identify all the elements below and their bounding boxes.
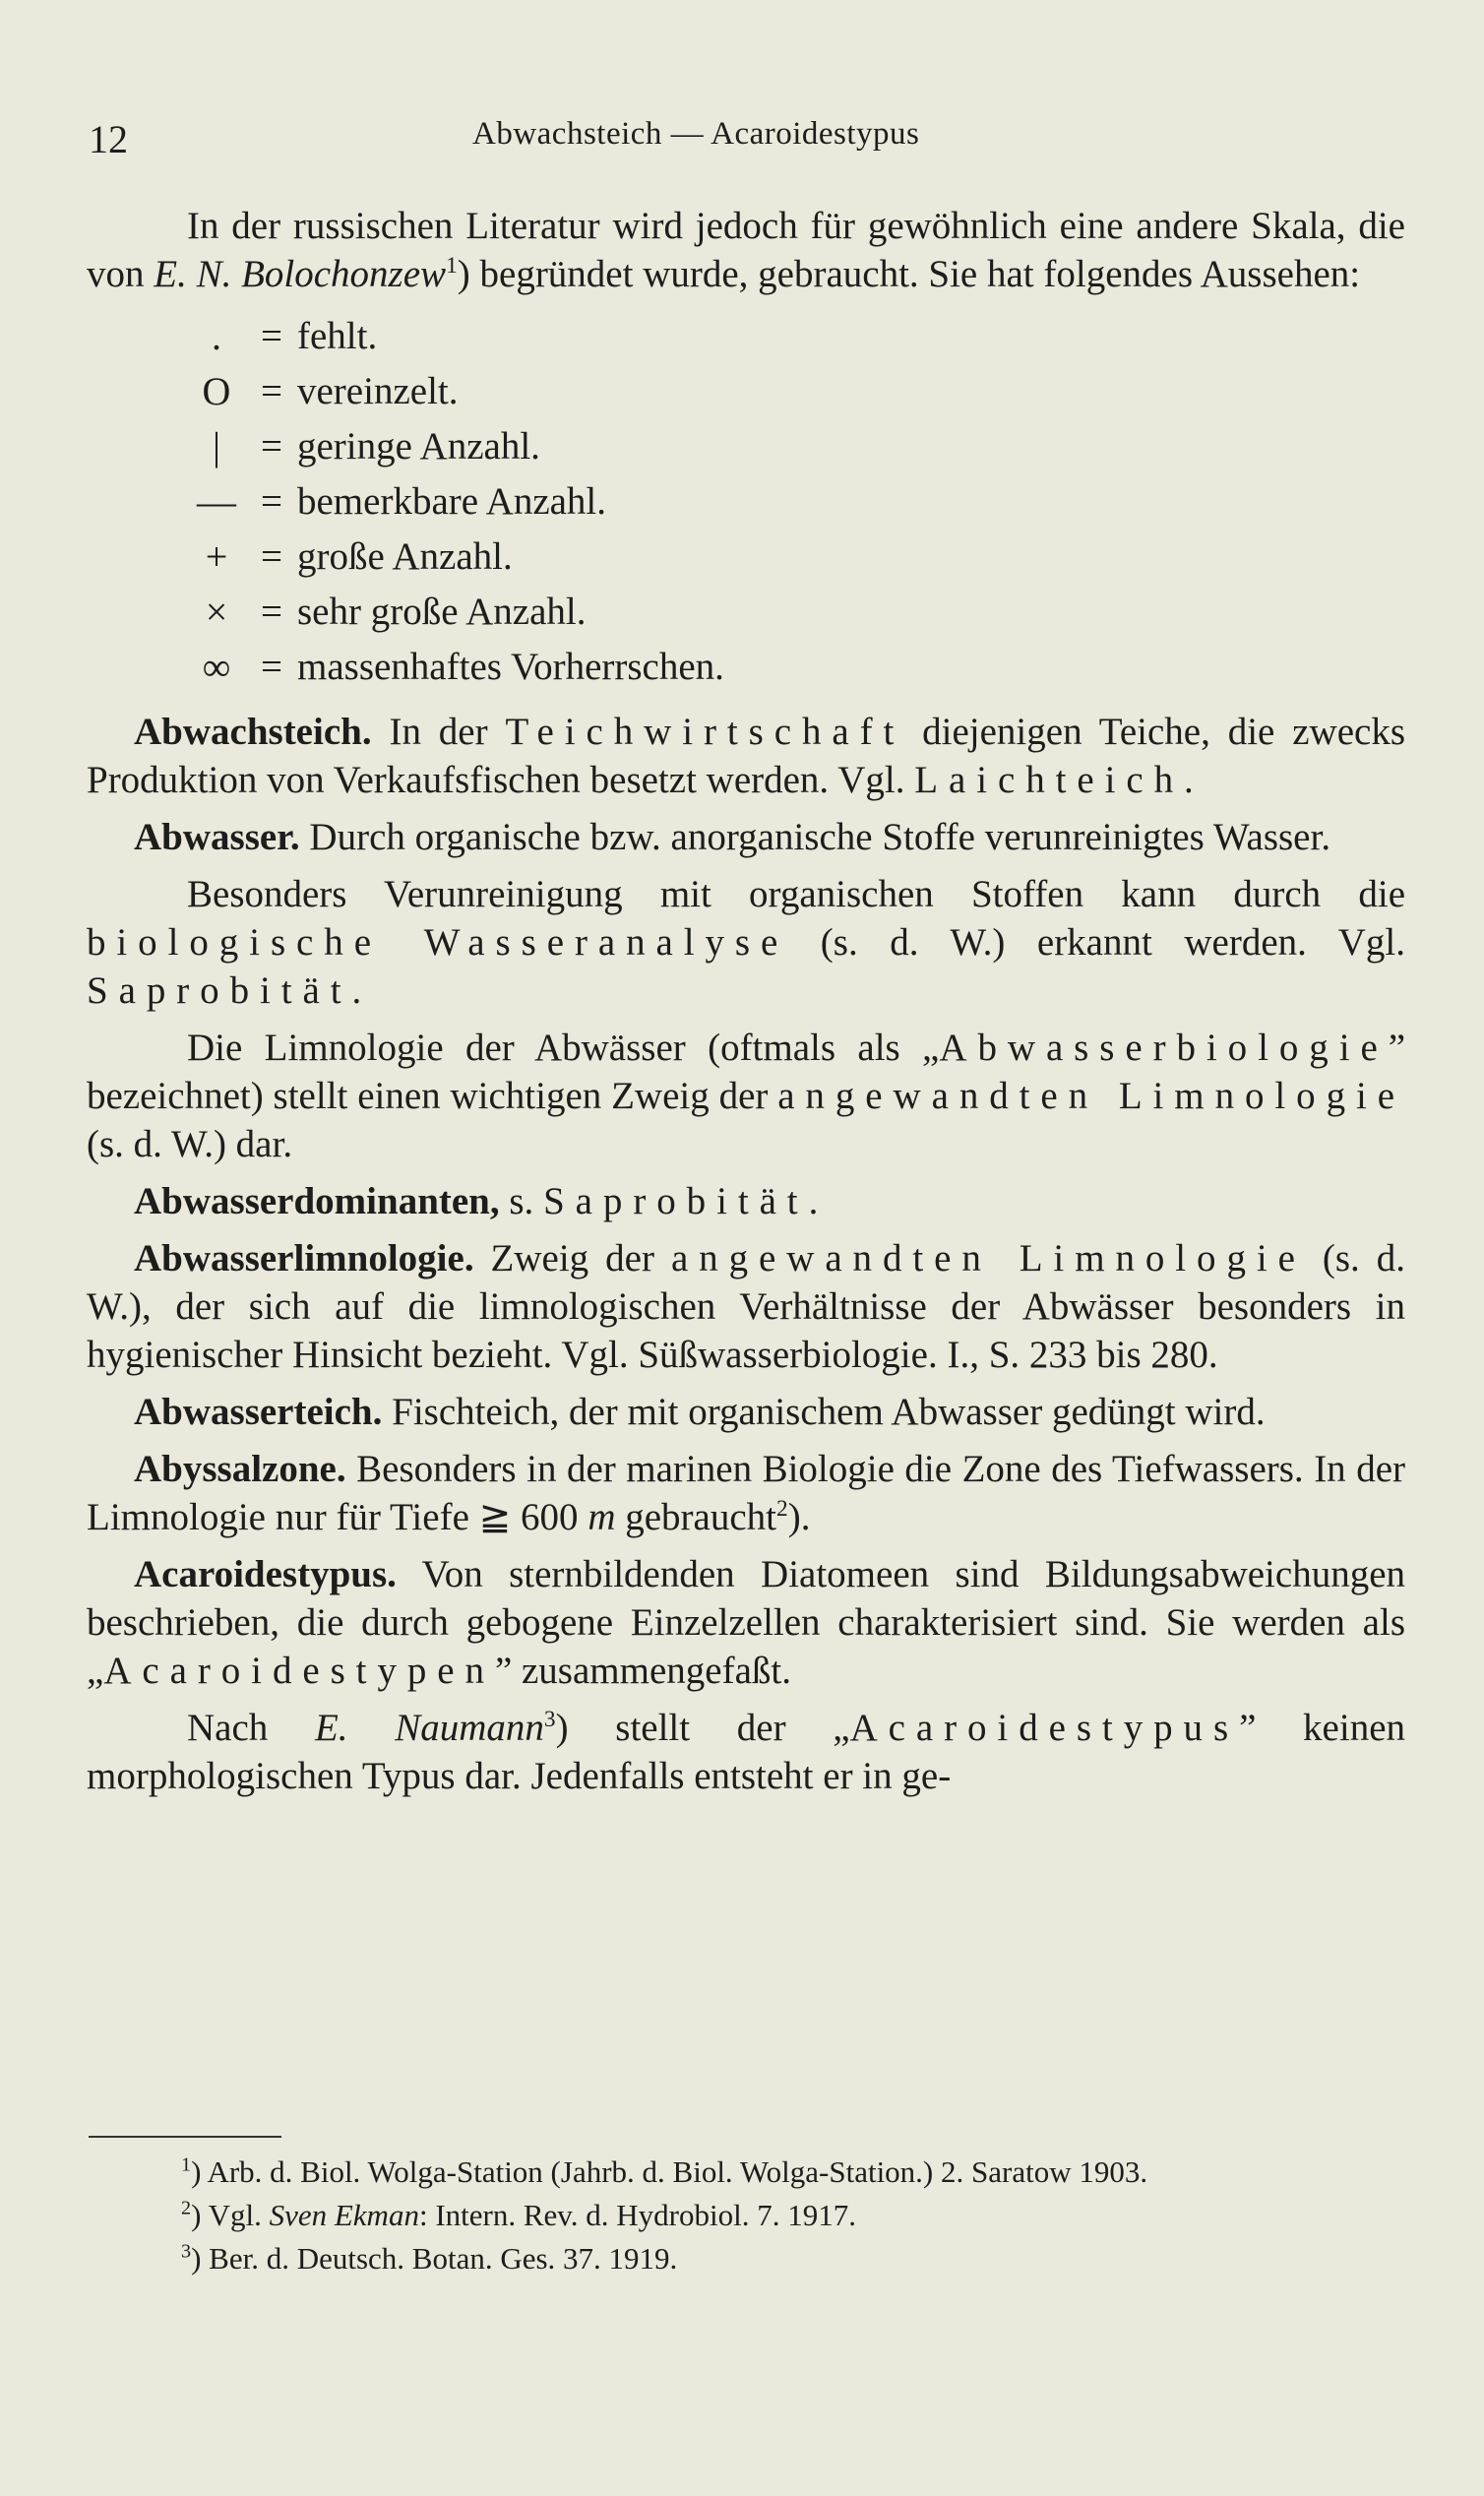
footnote-ref: 1 xyxy=(446,253,458,279)
entry-headword: Abwachsteich. xyxy=(134,711,372,753)
page-number: 12 xyxy=(89,117,128,161)
entry-headword: Acaroidestypus. xyxy=(134,1553,397,1595)
scale-row: × = sehr große Anzahl. xyxy=(187,584,1405,639)
scale-symbol: × xyxy=(205,589,228,634)
scale-row: | = geringe Anzahl. xyxy=(187,418,1405,473)
scale-symbol: — xyxy=(197,478,236,524)
author-name: E. N. Bolochonzew xyxy=(154,253,447,295)
abwasser-paragraph: Die Limnologie der Abwässer (oftmals als „Abwasserbiologie” bezeichnet) stellt einen wichtigen Zweig der angewandten Limnologie (s. d. W.) dar. xyxy=(87,1027,1405,1165)
intro-paragraph: In der russischen Literatur wird jedoch für gewöhnlich eine andere Skala, die von E. N. Bolochonzew$^1$) begründet wurde, gebraucht. Sie hat folgendes Aussehen: xyxy=(87,205,1405,295)
footnote-divider xyxy=(89,2136,281,2138)
scale-text: massenhaftes Vorherrschen. xyxy=(297,645,724,688)
scale-row: — = bemerkbare Anzahl. xyxy=(187,473,1405,529)
page-header xyxy=(0,116,1484,165)
scale-text: geringe Anzahl. xyxy=(297,424,540,468)
entry-abwasser: Abwasser. Durch organische bzw. anorganische Stoffe verunreinigtes Wasser. xyxy=(134,816,1331,858)
abundance-scale xyxy=(187,308,1405,694)
scale-row: O = vereinzelt. xyxy=(187,363,1405,418)
abwasser-paragraph: Besonders Verunreinigung mit organischen Stoffen kann durch die biologische Wasseranalyse (s. d. W.) erkannt werden. Vgl. Saprobität. xyxy=(87,873,1405,1012)
scale-symbol: O xyxy=(202,368,231,413)
entry-abwasserteich: Abwasserteich. Fischteich, der mit organischem Abwasser gedüngt wird. xyxy=(134,1391,1266,1433)
acaroidestypus-paragraph: Nach E. Naumann$^3$) stellt der „Acaroidestypus” keinen morphologischen Typus dar. Jedenfalls entsteht er in ge- xyxy=(87,1707,1406,1797)
scale-symbol: | xyxy=(212,423,220,468)
footnote: $^1$) Arb. d. Biol. Wolga-Station (Jahrb. d. Biol. Wolga-Station.) 2. Saratow 1903. xyxy=(181,2153,1148,2189)
scale-text: bemerkbare Anzahl. xyxy=(297,479,607,523)
running-title: Abwachsteich — Acaroidestypus xyxy=(472,116,920,152)
footnote-ref: 3 xyxy=(543,1707,556,1732)
scale-text: große Anzahl. xyxy=(297,534,513,578)
footnote-ref: 2 xyxy=(776,1496,788,1522)
scale-row: ∞ = massenhaftes Vorherrschen. xyxy=(187,639,1405,694)
author-name: E. Naumann xyxy=(314,1707,544,1749)
entry-acaroidestypus: Acaroidestypus. Von sternbildenden Diatomeen sind Bildungsabweichungen beschrieben, die durch gebogene Einzelzellen charakterisiert sind. Sie werden als „Acaroidestypen” zusammengefaßt. xyxy=(87,1553,1405,1692)
entry-headword: Abwasser. xyxy=(134,816,300,858)
entry-headword: Abwasserteich. xyxy=(134,1391,383,1433)
entry-abwasserlimnologie: Abwasserlimnologie. Zweig der angewandten Limnologie (s. d. W.), der sich auf die limnologischen Verhältnisse der Abwässer besonders in hygienischer Hinsicht bezieht. Vgl. Süßwasserbiologie. I., S. 233 bis 280. xyxy=(87,1237,1405,1376)
entry-headword: Abyssalzone. xyxy=(134,1448,346,1490)
scale-text: vereinzelt. xyxy=(297,369,459,412)
entry-abwasserdominanten: Abwasserdominanten, s. Saprobität. xyxy=(134,1180,819,1222)
scale-symbol: + xyxy=(205,533,228,579)
scale-symbol: ∞ xyxy=(202,644,231,689)
footnotes xyxy=(87,2153,1405,2282)
scale-text: sehr große Anzahl. xyxy=(297,590,587,633)
entry-abwachsteich: Abwachsteich. In der Teichwirtschaft diejenigen Teiche, die zwecks Produktion von Verkaufsfischen besetzt werden. Vgl. Laichteich. xyxy=(87,711,1405,801)
entry-headword: Abwasserlimnologie. xyxy=(134,1237,474,1279)
footnote: $^3$) Ber. d. Deutsch. Botan. Ges. 37. 1919. xyxy=(181,2240,678,2276)
entry-abyssalzone: Abyssalzone. Besonders in der marinen Biologie die Zone des Tiefwassers. In der Limnologie nur für Tiefe ≧ 600 m gebraucht$^2$). xyxy=(87,1448,1405,1538)
page-body xyxy=(87,202,1405,1800)
scale-text: fehlt. xyxy=(297,314,378,357)
author-name: Sven Ekman xyxy=(269,2198,419,2232)
scale-symbol: . xyxy=(212,313,221,358)
entry-headword: Abwasserdominanten, xyxy=(134,1180,500,1222)
footnote: $^2$) Vgl. Sven Ekman: Intern. Rev. d. Hydrobiol. 7. 1917. xyxy=(181,2197,856,2232)
scale-row: + = große Anzahl. xyxy=(187,529,1405,584)
scale-row: . = fehlt. xyxy=(187,308,1405,363)
